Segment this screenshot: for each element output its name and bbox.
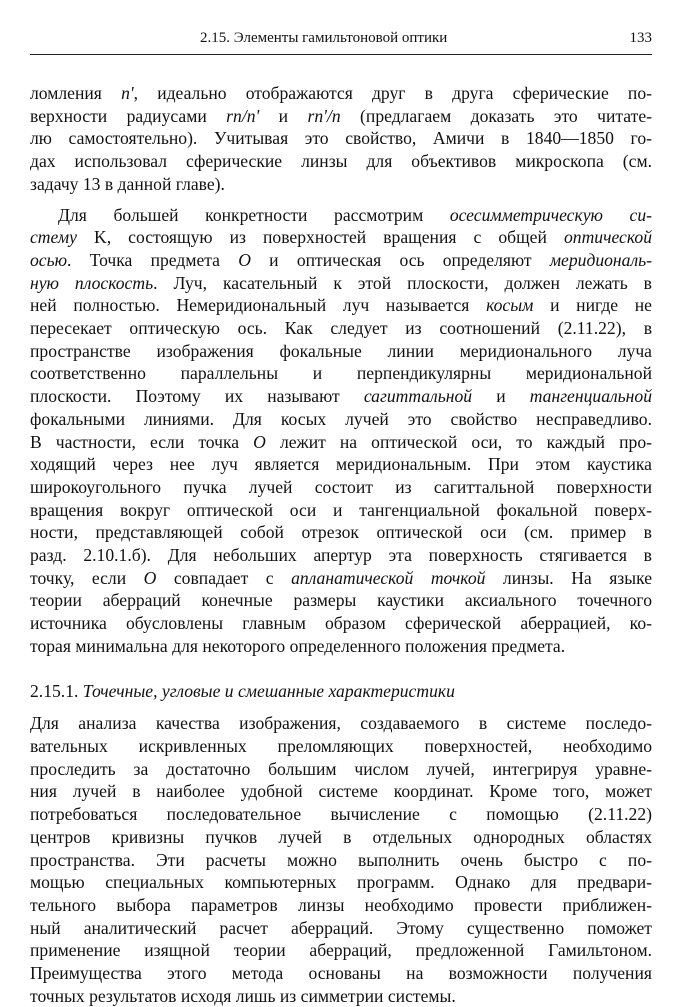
italic-text: ную плоскость [30, 272, 154, 293]
text-run: . Точка предмета [67, 249, 239, 270]
page-number: 133 [629, 30, 652, 46]
text-run: и нигде не [533, 295, 652, 316]
text-run: ния лучей в наиболее удобной системе координат. Кроме того, может [30, 781, 652, 802]
text-line [30, 985, 652, 1007]
text-line [30, 385, 652, 408]
text-run: применение изящной теории аберраций, предложенной Гамильтоном. [30, 940, 652, 961]
text-line [30, 272, 652, 295]
italic-text: косым [486, 295, 534, 316]
text-run: совпадает с [156, 567, 292, 588]
text-line [30, 871, 652, 894]
text-run: проследить за достаточно большим числом лучей, интегрируя уравне- [30, 758, 652, 779]
text-line [30, 635, 652, 658]
text-run: линзы. На языке [485, 567, 653, 588]
text-run: точку, если [30, 567, 144, 588]
page-body [30, 82, 652, 1007]
text-run: вращения вокруг оптической оси и тангенциальной фокальной поверх- [30, 499, 652, 520]
text-run: разд. 2.10.1.б). Для небольших апертур эта поверхность стягивается в [30, 545, 652, 566]
text-line [30, 939, 652, 962]
text-line [30, 127, 652, 150]
text-line [30, 712, 652, 735]
text-run: ности, представляющей собой отрезок оптической оси (см. пример в [30, 522, 652, 543]
italic-text: тангенциальной [529, 386, 652, 407]
text-run: ный аналитический расчет аберраций. Этому существенно поможет [30, 917, 652, 938]
italic-text: rn'/n [307, 105, 341, 126]
text-line [30, 826, 652, 849]
text-run: источника обусловлены главным образом сферической аберрацией, ко- [30, 613, 652, 634]
text-line [30, 294, 652, 317]
text-run: ломления [30, 83, 122, 103]
text-run: дах использовал сферические линзы для объективов микроскопа (см. [30, 151, 652, 172]
italic-text: осесимметрическую си- [449, 204, 652, 225]
text-run: . Луч, касательный к этой плоскости, должен лежать в [153, 272, 652, 293]
text-run: K, состоящую из поверхностей вращения с общей [76, 227, 564, 248]
text-run: теории аберраций конечные размеры каустики аксиального точечного [30, 590, 652, 611]
italic-text: O [253, 431, 266, 452]
text-run: широкоугольного пучка лучей состоит из сагиттальной поверхности [30, 476, 652, 497]
text-line [30, 173, 652, 196]
text-line [30, 849, 652, 872]
italic-text: осью [30, 249, 68, 270]
text-run: плоскости. Поэтому их называют [30, 386, 364, 407]
running-head-title: 2.15. Элементы гамильтоновой оптики [200, 30, 448, 46]
text-line [30, 340, 652, 363]
italic-text: O [143, 567, 157, 588]
text-run: В частности, если точка [30, 431, 254, 452]
italic-text: оптической [563, 227, 652, 248]
text-run: верхности радиусами [30, 105, 227, 126]
text-line [30, 362, 652, 385]
text-line [30, 612, 652, 635]
text-run: и оптическая ось определяют [250, 249, 550, 270]
text-run: лежит на оптической оси, то каждый про- [265, 431, 652, 452]
text-run: тельного выбора параметров линзы необходимо провести приближен- [30, 894, 652, 915]
paragraph [30, 82, 652, 196]
text-line [30, 82, 652, 105]
italic-text: n' [121, 83, 134, 103]
paragraph [30, 204, 652, 658]
text-line [30, 589, 652, 612]
text-run: , идеально отображаются друг в друга сферические по- [133, 83, 652, 103]
running-head [30, 30, 652, 55]
text-run: фокальными линиями. Для косых лучей это свойство несправедливо. [30, 408, 652, 429]
text-line [30, 758, 652, 781]
text-run: пересекает оптическую ось. Как следует из соотношений (2.11.22), в [30, 318, 652, 339]
italic-text: стему [30, 227, 77, 248]
text-line [30, 803, 652, 826]
text-line [30, 431, 652, 454]
text-run: задачу 13 в данной главе). [30, 173, 225, 194]
text-line [30, 408, 652, 431]
text-run: и [472, 386, 530, 407]
text-line [30, 521, 652, 544]
section-number: 2.15.1. [30, 680, 79, 701]
text-line [30, 894, 652, 917]
text-run: Для анализа качества изображения, создаваемого в системе последо- [30, 713, 652, 734]
text-run: потребоваться последовательное вычисление с помощью (2.11.22) [30, 804, 652, 825]
section-heading [30, 680, 652, 703]
text-line [30, 226, 652, 249]
text-run: лю самостоятельно). Учитывая это свойство, Амичи в 1840—1850 го- [30, 128, 652, 149]
text-line [30, 780, 652, 803]
text-run: Для большей конкретности рассмотрим [58, 204, 450, 225]
italic-text: апланатической точкой [291, 567, 486, 588]
text-run: центров кривизны пучков лучей в отдельных однородных областях [30, 826, 652, 847]
text-line [30, 735, 652, 758]
text-line [30, 453, 652, 476]
text-line [30, 249, 652, 272]
text-run: вательных искривленных преломляющих поверхностей, необходимо [30, 735, 652, 756]
text-run: торая минимальна для некоторого определенного положения предмета. [30, 635, 566, 656]
text-line [30, 105, 652, 128]
text-run: точных результатов исходя лишь из симметрии системы. [30, 985, 456, 1006]
text-line [30, 567, 652, 590]
italic-text: сагиттальной [363, 386, 473, 407]
text-run: ней полностью. Немеридиональный луч называется [30, 295, 487, 316]
text-run: (предлагаем доказать это читате- [340, 105, 652, 126]
text-line [30, 962, 652, 985]
text-run: ходящий через нее луч является меридиональным. При этом каустика [30, 454, 652, 475]
text-run: пространстве изображения фокальные линии меридионального луча [30, 340, 652, 361]
text-line [30, 544, 652, 567]
text-run: и [259, 105, 308, 126]
italic-text: меридиональ- [549, 249, 652, 270]
section-title: Точечные, угловые и смешанные характеристики [82, 680, 455, 701]
text-run: соответственно параллельны и перпендикулярны меридиональной [30, 363, 652, 384]
text-run: пространства. Эти расчеты можно выполнить очень быстро с по- [30, 849, 652, 870]
text-line [30, 317, 652, 340]
italic-text: rn/n' [226, 105, 260, 126]
text-line [30, 204, 652, 227]
text-run: Преимущества этого метода основаны на возможности получения [30, 963, 652, 984]
italic-text: O [238, 249, 251, 270]
text-line [30, 476, 652, 499]
paragraph [30, 712, 652, 1007]
text-line [30, 499, 652, 522]
text-run: мощью специальных компьютерных программ. Однако для предвари- [30, 872, 652, 893]
text-line [30, 917, 652, 940]
text-line [30, 150, 652, 173]
